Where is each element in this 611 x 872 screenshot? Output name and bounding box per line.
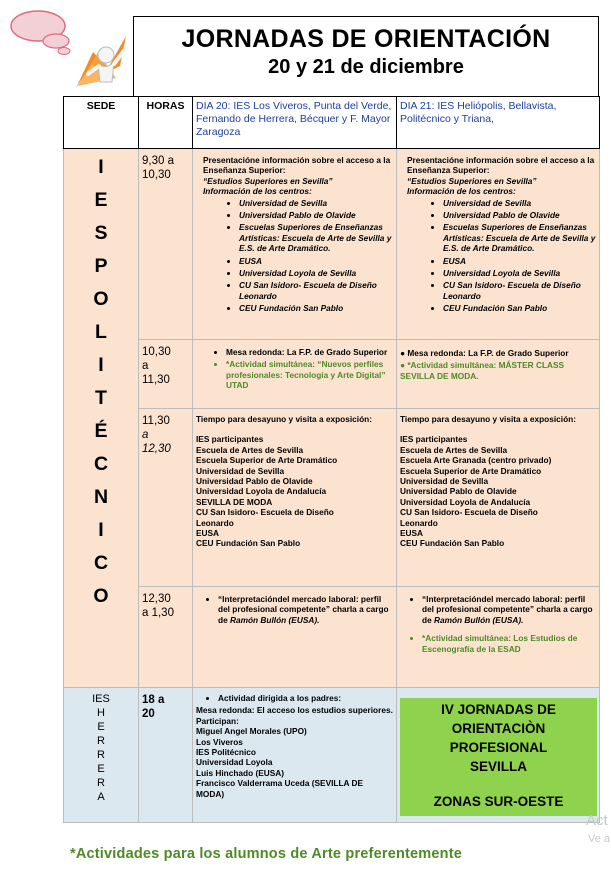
sede-letter: E [94,189,108,211]
time-text: a [142,429,149,441]
list-item: • Universidad Pablo de Olavide [239,210,393,220]
page-title: JORNADAS DE ORIENTACIÓN [181,25,551,53]
text-line: Participan: [196,715,239,726]
centros-lines [196,434,393,548]
sede-letter: A [97,791,105,803]
sede-letter: O [93,288,109,310]
list-item: • CEU Fundación San Pablo [443,303,596,313]
cell-text: Presentacióne información sobre el acceso a la Enseñanza Superior: [203,155,391,176]
text-line: Luis Hinchado (EUSA) [196,767,285,778]
charla-text: “Interpretacióndel mercado laboral: perfil del profesional competente” charla a cargo de [422,594,593,625]
activity-text: *Actividad simultánea: MÁSTER CLASS SEVILLA DE MODA. [400,360,565,381]
charla-text: “Interpretacióndel mercado laboral: perfil del profesional competente” charla a cargo de [218,594,389,625]
charla-list [400,594,596,625]
zonas-text: ZONAS SUR-OESTE [433,794,564,809]
time-text: 12,30 [142,593,171,605]
list-item: • Escuelas Superiores de Enseñanzas Artísticas: Escuela de Arte de Sevilla y E.S. de Arte Dramático. [443,222,596,253]
text-line: Leonardo [196,517,234,528]
text-line: EUSA [196,528,220,539]
text-line: Universidad Pablo de Olavide [400,486,517,497]
cell-text: Presentacióne información sobre el acceso a la Enseñanza Superior: [407,155,595,176]
list-item: • Universidad Pablo de Olavide [443,210,596,220]
sede-politecnico-letters [67,151,135,613]
sede-herrera-letters [67,692,135,804]
time-text: a 1,30 [142,607,174,619]
mesa-item: • Mesa redonda: La F.P. de Grado Superior [226,347,393,357]
sede-letter: I [98,354,104,376]
time-text: a [142,360,149,372]
logo-illustration [8,8,130,90]
sede-letter: É [94,420,108,442]
centros-list [203,198,393,314]
activity-item: ● *Actividad simultánea: MÁSTER CLASS SEVILLA DE MODA. [400,360,565,381]
list-item: • Universidad de Sevilla [239,198,393,208]
page-dates: 20 y 21 de diciembre [268,56,464,78]
time-text: 12,30 [142,443,171,455]
text-line: Escuela de Artes de Sevilla [196,444,304,455]
cell-r4-d21 [397,587,600,688]
text-line: SEVILLA DE MODA [196,496,273,507]
list-item: • Universidad Loyola de Sevilla [443,268,596,278]
text-line: Universidad Loyola de Andalucía [400,496,531,507]
mesa-item: ● Mesa redonda: La F.P. de Grado Superior [400,348,569,358]
list-item: • Universidad de Sevilla [443,198,596,208]
sede-letter: C [93,453,109,475]
time-cell [139,587,193,688]
cell-r3-d20 [193,409,397,587]
text-line: Leonardo [400,517,438,528]
table-row [64,149,600,340]
time-cell [139,340,193,409]
text-line: IES participantes [196,434,264,445]
text-line: EUSA [400,528,424,539]
time-text: 11,30 [142,415,170,427]
charla-item [218,594,393,625]
col-day21: DIA 21: IES Heliópolis, Bellavista, Politécnico y Triana, [397,97,600,149]
cell-r2-d21 [397,340,600,409]
text-line: Los Viveros [196,736,243,747]
list-item: • Escuelas Superiores de Enseñanzas Artísticas: Escuela de Arte de Sevilla y E.S. de Arte Dramático. [239,222,393,253]
sede-letter: S [94,222,108,244]
sede-letter: IES [92,693,110,705]
text-line: Universidad Loyola [196,757,273,768]
sede-letter: R [97,735,105,747]
cell-text: “Estudios Superiores en Sevilla” [203,175,333,186]
mesa-list [196,347,393,391]
text-line: Francisco Valderrama Uceda (SEVILLA DE MODA) [196,778,364,799]
cell-r2-d20 [193,340,397,409]
text-line: CU San Isidoro- Escuela de Diseño [196,507,334,518]
time-text: 20 [142,708,155,720]
jornadas-box [400,698,597,816]
sede-letter: N [93,486,109,508]
text-line: Miguel Angel Morales (UPO) [196,726,307,737]
time-text: 11,30 [142,374,170,386]
list-item: • CU San Isidoro- Escuela de Diseño Leonardo [443,280,596,301]
text-line: Escuela de Artes de Sevilla [400,444,508,455]
text-line: PROFESIONAL [449,740,548,755]
charla-list [196,594,393,625]
sede-letter: E [97,721,105,733]
cell-text: Información de los centros: [407,186,516,197]
speaker-text: Ramón Bullón (EUSA). [434,614,524,625]
list-item: • EUSA [443,256,596,266]
text-line: Mesa redonda: El acceso los estudios superiores. [196,705,393,716]
sede-letter: T [95,387,107,409]
time-cell [139,688,193,823]
text-line: ORIENTACIÒN [451,721,546,736]
text-line: SEVILLA [469,759,527,774]
text-line: CEU Fundación San Pablo [400,538,505,549]
activity-item: • *Actividad simultánea: Los Estudios de Escenografía de la ESAD [422,633,596,654]
text-line: Universidad de Sevilla [400,476,489,487]
padres-item: • Actividad dirigida a los padres: [218,693,393,703]
col-day20: DIA 20: IES Los Viveros, Punta del Verde, Fernando de Herrera, Bécquer y F. Mayor Zaragoza [193,97,397,149]
cell-text: “Estudios Superiores en Sevilla” [407,175,537,186]
padres-list [196,693,393,703]
padres-lines [196,705,393,799]
activate-overlay-subtext: Ve a [588,833,611,845]
text-line: Escuela Superior de Arte Dramático [196,455,338,466]
title-box [133,16,599,96]
sede-letter: H [97,707,105,719]
table-row [64,340,600,409]
text-line: CEU Fundación San Pablo [196,538,301,549]
sede-politecnico [64,149,139,688]
sede-letter: L [95,321,107,343]
activity-item: • *Actividad simultánea: “Nuevos perfiles profesionales: Tecnología y Arte Digital” UTAD [226,359,393,390]
sede-letter: P [94,255,108,277]
cell-r3-d21 [397,409,600,587]
centros-lines [400,434,596,548]
activate-overlay-text: Act [586,812,608,829]
speaker-text: Ramón Bullón (EUSA). [230,614,320,625]
cell-text: Información de los centros: [203,186,312,197]
text-line: CU San Isidoro- Escuela de Diseño [400,507,538,518]
text-line: Escuela Arte Granada (centro privado) [400,455,552,466]
text-line: Universidad de Sevilla [196,465,285,476]
time-text: 10,30 [142,346,171,358]
list-item: • EUSA [239,256,393,266]
footer-note: *Actividades para los alumnos de Arte preferentemente [70,846,463,862]
sede-letter: R [97,749,105,761]
list-item: • Universidad Loyola de Sevilla [239,268,393,278]
sede-letter: C [93,552,109,574]
header-row [64,97,600,149]
cell-r4-d20 [193,587,397,688]
time-cell [139,149,193,340]
cell-r1-d21 [397,149,600,340]
table-row [64,587,600,688]
centros-list [407,198,596,314]
text-line: IES Politécnico [196,747,256,758]
sede-herrera [64,688,139,823]
cell-text: Tiempo para desayuno y visita a exposición: [196,414,372,424]
text-line: Universidad Loyola de Andalucía [196,486,327,497]
sede-letter: O [93,585,109,607]
cell-text: Tiempo para desayuno y visita a exposición: [400,414,576,424]
charla-item [422,594,596,625]
col-sede: SEDE [64,97,139,149]
activity-list [400,633,596,654]
text-line: IES participantes [400,434,468,445]
list-item: • CEU Fundación San Pablo [239,303,393,313]
sede-letter: E [97,763,105,775]
text-line: Universidad Pablo de Olavide [196,476,313,487]
col-horas: HORAS [139,97,193,149]
sede-letter: I [98,519,104,541]
sede-letter: R [97,777,105,789]
mesa-text: Mesa redonda: La F.P. de Grado Superior [407,348,569,358]
table-row [64,409,600,587]
sede-letter: I [98,156,104,178]
cell-r1-d20 [193,149,397,340]
text-line: IV JORNADAS DE [441,702,556,717]
time-text: 9,30 a [142,155,174,167]
cell-r5-d20 [193,688,397,823]
text-line: Escuela Superior de Arte Dramático [400,465,542,476]
time-text: 18 a [142,694,165,706]
list-item: • CU San Isidoro- Escuela de Diseño Leonardo [239,280,393,301]
time-text: 10,30 [142,169,171,181]
jornadas-box-lines [400,700,597,776]
time-cell [139,409,193,587]
